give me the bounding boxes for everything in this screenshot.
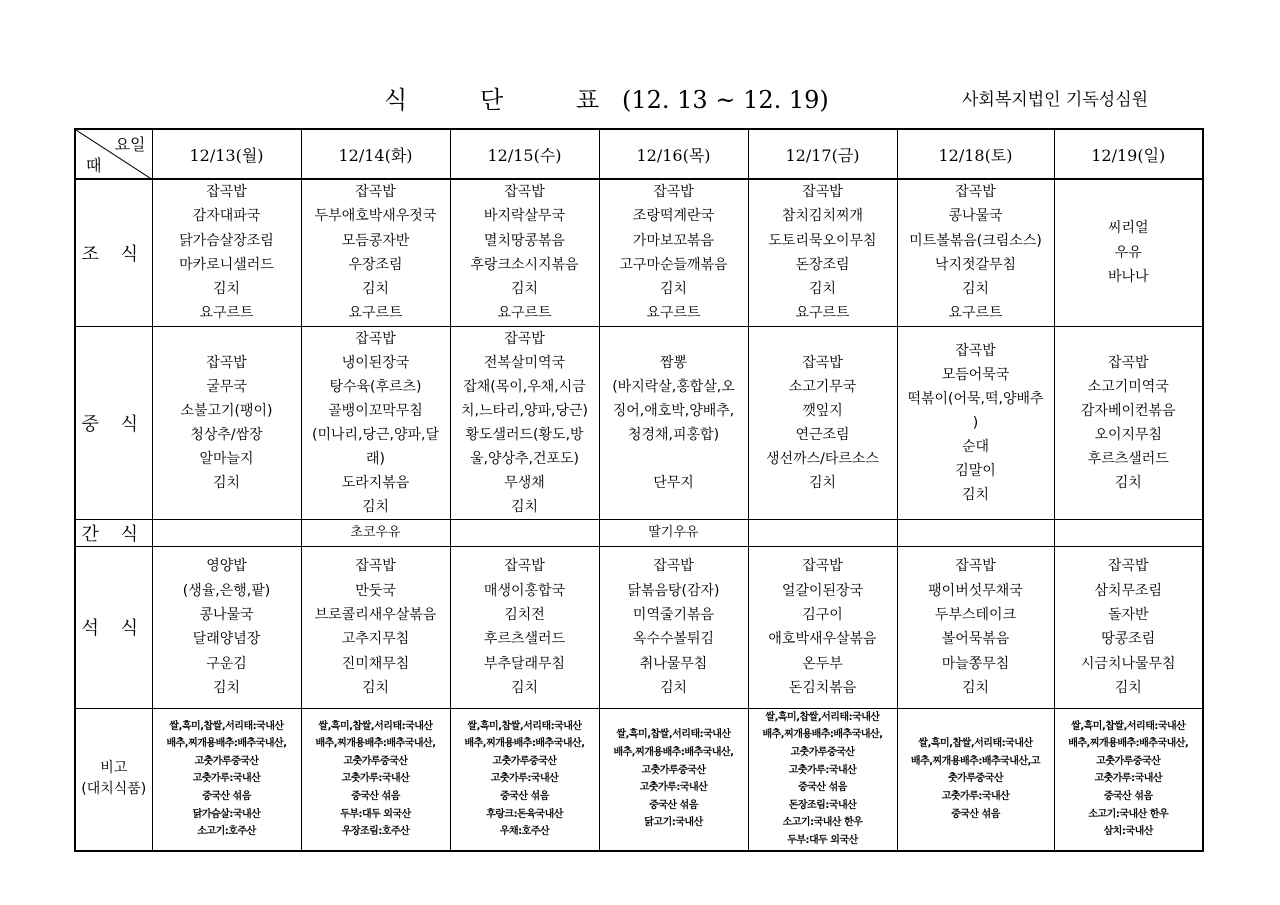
snack-cell: [301, 519, 450, 546]
menu-item: 중국산 섞음: [500, 790, 549, 802]
lunch-cell: [748, 326, 897, 519]
corner-meal-label: 때: [86, 156, 102, 175]
menu-item: 김치: [808, 281, 837, 298]
menu-item: 굴무국: [206, 378, 247, 395]
menu-item: 바나나: [1107, 269, 1149, 286]
menu-item: 쌀,흑미,찹쌀,서리태:국내산: [765, 711, 880, 723]
organization-name: 사회복지법인 기독성심원: [962, 90, 1149, 110]
menu-item: 춧가루중국산: [948, 773, 1003, 785]
menu-item: 중국산 섞음: [351, 790, 400, 802]
menu-item: 얼갈이된장국: [781, 582, 864, 599]
notes-cell: [1054, 708, 1203, 850]
menu-item: 연근조림: [795, 426, 850, 443]
menu-item: 잡곡밥: [206, 354, 247, 371]
dinner-cell: [152, 546, 301, 708]
menu-item: 전복살미역국: [483, 354, 566, 371]
menu-item: 고춧가루중국산: [492, 755, 557, 767]
menu-item: 생선까스/타르소스: [766, 450, 879, 467]
menu-item: 브로콜리새우살볶음: [314, 606, 437, 623]
menu-item: 마카로니샐러드: [179, 256, 274, 273]
breakfast-cell: [301, 179, 450, 326]
day-header: 12/14(화): [301, 129, 450, 179]
menu-table: [74, 128, 1204, 852]
menu-item: 삼치:국내산: [1103, 826, 1153, 838]
notes-label-line: (대치식품): [81, 781, 147, 798]
menu-item: 골뱅이꼬막무침: [328, 402, 423, 419]
menu-item: 부추달래무침: [483, 655, 566, 672]
menu-item: 바지락살무국: [483, 208, 566, 225]
day-header: 12/18(토): [897, 129, 1054, 179]
menu-item: 매생이홍합국: [483, 582, 566, 599]
dinner-cell: [1054, 546, 1203, 708]
menu-item: (바지락살,홍합살,오: [612, 378, 735, 395]
menu-item: 요구르트: [497, 305, 552, 322]
menu-item: 돌자반: [1107, 606, 1149, 623]
menu-item: 중국산 섞음: [202, 790, 251, 802]
menu-item: 소고기:국내산 한우: [782, 817, 863, 829]
breakfast-cell: [1054, 179, 1203, 326]
menu-item: 배추,찌개용배추:배추국내산,고: [910, 755, 1041, 767]
menu-item: 잡곡밥: [355, 184, 396, 200]
menu-item: 고춧가루중국산: [790, 746, 855, 758]
menu-item: 고춧가루:국내산: [788, 764, 857, 776]
menu-item: 모듬어묵국: [941, 366, 1010, 383]
menu-item: 참치김치찌개: [781, 208, 864, 225]
menu-item: 김치: [1114, 679, 1142, 696]
snack-cell: [1054, 519, 1203, 546]
menu-item: 우장조림: [348, 256, 403, 273]
lunch-row: [75, 326, 1203, 519]
notes-cell: [748, 708, 897, 850]
menu-item: 잡곡밥: [955, 342, 996, 359]
menu-item: 고춧가루중국산: [1096, 755, 1161, 767]
menu-item: 중국산 섞음: [1103, 790, 1153, 802]
dinner-cell: [748, 546, 897, 708]
menu-item: ): [972, 414, 979, 431]
menu-item: [898, 523, 1054, 543]
menu-item: 래): [366, 450, 385, 467]
menu-item: 씨리얼: [1107, 220, 1149, 237]
menu-item: 청경채,피홍합): [627, 426, 720, 443]
menu-item: 김치: [659, 679, 688, 696]
menu-item: [1055, 523, 1203, 543]
lunch-cell: [599, 326, 748, 519]
menu-item: 영양밥: [206, 558, 247, 575]
day-header: 12/16(목): [599, 129, 748, 179]
menu-item: 고구마순들깨볶음: [619, 256, 728, 273]
menu-item: 김치: [1114, 474, 1142, 491]
dinner-row: [75, 546, 1203, 708]
meal-label: 중 식: [75, 326, 152, 519]
menu-item: 김치: [510, 498, 539, 515]
breakfast-cell: [748, 179, 897, 326]
menu-item: 우장조림:호주산: [341, 826, 410, 838]
menu-item: 김치: [961, 486, 990, 503]
breakfast-cell: [599, 179, 748, 326]
menu-item: 배추,찌개용배추:배추국내산,: [762, 729, 883, 741]
menu-item: 김치: [510, 281, 539, 298]
menu-item: 중국산 섞음: [798, 782, 847, 794]
snack-cell: [897, 519, 1054, 546]
menu-item: 김말이: [955, 462, 996, 479]
notes-row: [75, 708, 1203, 850]
breakfast-row: [75, 179, 1203, 326]
menu-item: 잡곡밥: [504, 184, 545, 200]
menu-item: 중국산 섞음: [951, 808, 1000, 820]
notes-cell: [450, 708, 599, 850]
menu-item: 김치: [659, 281, 688, 298]
menu-item: 취나물무침: [639, 655, 708, 672]
menu-item: 김치: [212, 281, 241, 298]
menu-item: 짬뽕: [659, 354, 688, 371]
menu-item: [600, 447, 748, 471]
title-char: 단: [480, 86, 504, 114]
menu-item: 쌀,흑미,찹쌀,서리태:국내산: [616, 729, 731, 741]
menu-item: 잡곡밥: [802, 354, 843, 371]
snack-cell: [748, 519, 897, 546]
lunch-cell: [301, 326, 450, 519]
menu-item: 진미채무침: [341, 655, 410, 672]
menu-item: 잡곡밥: [955, 184, 996, 200]
snack-cell: [599, 519, 748, 546]
menu-item: 두부스테이크: [934, 606, 1017, 623]
menu-item: 김치: [361, 679, 390, 696]
menu-item: 초코우유: [350, 524, 401, 540]
menu-item: 김치: [361, 498, 390, 515]
menu-item: 김구이: [802, 606, 843, 623]
menu-item: 옥수수볼튀김: [632, 631, 715, 648]
notes-cell: [599, 708, 748, 850]
menu-item: 잡곡밥: [504, 330, 545, 347]
menu-item: 고춧가루:국내산: [941, 790, 1010, 802]
menu-item: 김치: [510, 679, 539, 696]
menu-item: 고춧가루:국내산: [1094, 773, 1163, 785]
dinner-cell: [897, 546, 1054, 708]
menu-item: 고춧가루중국산: [343, 755, 408, 767]
menu-item: 고춧가루:국내산: [639, 782, 708, 794]
menu-item: 김치: [808, 474, 837, 491]
menu-item: 냉이된장국: [341, 354, 410, 371]
day-header-row: [75, 129, 1203, 179]
menu-item: 쌀,흑미,찹쌀,서리태:국내산: [169, 720, 284, 732]
day-header: 12/17(금): [748, 129, 897, 179]
menu-item: 잡채(목이,우채,시금: [463, 378, 586, 395]
menu-item: 달래양념장: [192, 631, 261, 648]
menu-item: 중국산 섞음: [649, 799, 698, 811]
menu-item: 소고기:호주산: [197, 826, 256, 838]
menu-item: 두부:대두 외국산: [787, 834, 858, 846]
menu-item: 배추,찌개용배추:배추국내산,: [1068, 738, 1189, 750]
menu-item: 만둣국: [355, 582, 396, 599]
title-char: 표: [576, 86, 600, 114]
menu-item: 배추,찌개용배추:배추국내산,: [464, 738, 585, 750]
menu-item: 쌀,흑미,찹쌀,서리태:국내산: [467, 720, 582, 732]
menu-item: 황도샐러드(황도,방: [465, 426, 584, 443]
menu-item: 가마보꼬볶음: [632, 232, 715, 249]
menu-item: 치,느타리,양파,당근): [460, 402, 588, 419]
menu-item: 배추,찌개용배추:배추국내산,: [613, 746, 734, 758]
title-period: (12. 13 ~ 12. 19): [622, 86, 829, 114]
menu-item: 잡곡밥: [355, 330, 396, 347]
menu-item: 쌀,흑미,찹쌀,서리태:국내산: [318, 720, 433, 732]
lunch-cell: [152, 326, 301, 519]
menu-item: 쌀,흑미,찹쌀,서리태:국내산: [918, 738, 1033, 750]
menu-item: 우채:호주산: [499, 826, 550, 838]
menu-item: 탕수육(후르츠): [329, 378, 422, 395]
lunch-cell: [897, 326, 1054, 519]
meal-label: 석 식: [75, 546, 152, 708]
menu-item: 잡곡밥: [504, 558, 545, 575]
menu-item: 쌀,흑미,찹쌀,서리태:국내산: [1071, 720, 1186, 732]
menu-item: 청상추/쌈장: [190, 426, 263, 443]
snack-row: [75, 519, 1203, 546]
menu-item: 돈장조림:국내산: [788, 799, 857, 811]
menu-item: 배추,찌개용배추:배추국내산,: [166, 738, 287, 750]
menu-item: 김치: [961, 281, 990, 298]
menu-item: 잡곡밥: [653, 558, 694, 575]
menu-item: 잡곡밥: [802, 184, 843, 200]
menu-item: 구운김: [206, 655, 247, 672]
lunch-cell: [1054, 326, 1203, 519]
snack-cell: [152, 519, 301, 546]
menu-item: 돈김치볶음: [788, 679, 857, 696]
menu-item: 잡곡밥: [206, 184, 247, 200]
menu-item: 잡곡밥: [955, 558, 996, 575]
notes-label-line: 비고: [100, 760, 128, 777]
menu-item: 소불고기(팽이): [180, 402, 273, 419]
menu-item: 오이지무침: [1094, 426, 1163, 443]
menu-item: 고추지무침: [341, 631, 410, 648]
day-header: 12/15(수): [450, 129, 599, 179]
menu-item: 낙지젓갈무침: [934, 256, 1017, 273]
menu-item: 땅콩조림: [1101, 631, 1156, 648]
notes-cell: [897, 708, 1054, 850]
menu-item: 도라지볶음: [341, 474, 410, 491]
menu-item: 김치: [212, 679, 241, 696]
menu-item: 김치: [961, 679, 990, 696]
menu-item: (미나리,당근,양파,달: [311, 426, 439, 443]
menu-item: 떡볶이(어묵,떡,양배추: [907, 390, 1044, 407]
menu-item: 닭가슴살:국내산: [192, 808, 261, 820]
menu-item: 김치전: [504, 606, 545, 623]
menu-item: 후랑크소시지볶음: [470, 256, 579, 273]
menu-item: 고춧가루중국산: [641, 764, 706, 776]
day-header: 12/13(월): [152, 129, 301, 179]
dinner-cell: [301, 546, 450, 708]
lunch-cell: [450, 326, 599, 519]
menu-item: 요구르트: [795, 305, 850, 322]
snack-cell: [450, 519, 599, 546]
corner-day-label: 요일: [114, 135, 146, 154]
menu-item: 삼치무조림: [1094, 582, 1163, 599]
menu-item: 잡곡밥: [802, 558, 843, 575]
menu-item: 고춧가루:국내산: [192, 773, 261, 785]
menu-item: 콩나물국: [199, 606, 254, 623]
breakfast-cell: [897, 179, 1054, 326]
menu-item: 잡곡밥: [1107, 558, 1149, 575]
menu-item: 김치: [212, 474, 241, 491]
menu-item: 볼어묵볶음: [941, 631, 1010, 648]
menu-item: 감자대파국: [192, 208, 261, 225]
menu-item: 징어,애호박,양배추,: [612, 402, 735, 419]
notes-cell: [301, 708, 450, 850]
menu-item: 닭볶음탕(감자): [627, 582, 720, 599]
menu-item: 잡곡밥: [355, 558, 396, 575]
menu-item: 김치: [361, 281, 390, 298]
menu-item: 순대: [961, 438, 990, 455]
menu-item: 고춧가루:국내산: [490, 773, 559, 785]
menu-item: 요구르트: [348, 305, 403, 322]
meal-label: 조 식: [75, 179, 152, 326]
menu-item: [153, 523, 301, 543]
menu-item: 잡곡밥: [653, 184, 694, 200]
menu-item: 마늘쫑무침: [941, 655, 1010, 672]
menu-item: 후르츠샐러드: [483, 631, 566, 648]
menu-item: 소고기:국내산 한우: [1088, 808, 1169, 820]
menu-item: 우유: [1114, 244, 1142, 261]
breakfast-cell: [450, 179, 599, 326]
menu-item: 단무지: [653, 474, 694, 491]
menu-item: 멸치땅콩볶음: [483, 232, 566, 249]
menu-item: 온두부: [802, 655, 843, 672]
menu-item: 요구르트: [646, 305, 701, 322]
menu-item: 돈장조림: [795, 256, 850, 273]
dinner-cell: [450, 546, 599, 708]
menu-item: 두부애호박새우젓국: [314, 208, 437, 225]
menu-item: 무생채: [504, 474, 545, 491]
menu-item: [749, 523, 897, 543]
notes-cell: [152, 708, 301, 850]
title-char: 식: [384, 86, 408, 114]
menu-item: 미역줄기볶음: [632, 606, 715, 623]
menu-item: 소고기미역국: [1087, 378, 1169, 395]
menu-item: 딸기우유: [648, 524, 699, 540]
menu-item: 울,양상추,건포도): [469, 450, 580, 467]
menu-item: 미트볼볶음(크림소스): [909, 232, 1042, 249]
menu-item: 닭고기:국내산: [644, 817, 703, 829]
menu-item: 배추,찌개용배추:배추국내산,: [315, 738, 436, 750]
menu-item: 소고기무국: [788, 378, 857, 395]
menu-item: 요구르트: [199, 305, 254, 322]
notes-label: [75, 708, 152, 850]
menu-item: 조랑떡계란국: [632, 208, 715, 225]
menu-item: 시금치나물무침: [1080, 655, 1176, 672]
menu-item: 도토리묵오이무침: [768, 232, 877, 249]
menu-item: 요구르트: [948, 305, 1003, 322]
corner-cell: [75, 129, 152, 179]
menu-item: [451, 523, 599, 543]
menu-item: 애호박새우살볶음: [768, 631, 877, 648]
menu-item: 두부:대두 외국산: [340, 808, 411, 820]
menu-item: 모듬콩자반: [341, 232, 410, 249]
menu-item: 고춧가루:국내산: [341, 773, 410, 785]
menu-item: 후랑크:돈육국내산: [486, 808, 563, 820]
day-header: 12/19(일): [1054, 129, 1203, 179]
menu-item: (생율,은행,팥): [182, 582, 271, 599]
menu-item: 팽이버섯무채국: [928, 582, 1023, 599]
menu-item: 감자베이컨볶음: [1080, 402, 1176, 419]
menu-item: 고춧가루중국산: [194, 755, 259, 767]
menu-item: 후르츠샐러드: [1087, 450, 1169, 467]
menu-item: 콩나물국: [948, 208, 1003, 225]
page-title: [384, 80, 829, 115]
menu-item: 알마늘지: [199, 450, 254, 467]
dinner-cell: [599, 546, 748, 708]
breakfast-cell: [152, 179, 301, 326]
meal-label: 간 식: [75, 519, 152, 546]
menu-item: 잡곡밥: [1107, 354, 1149, 371]
menu-item: 닭가슴살장조림: [179, 232, 274, 249]
menu-item: 깻잎지: [802, 402, 843, 419]
